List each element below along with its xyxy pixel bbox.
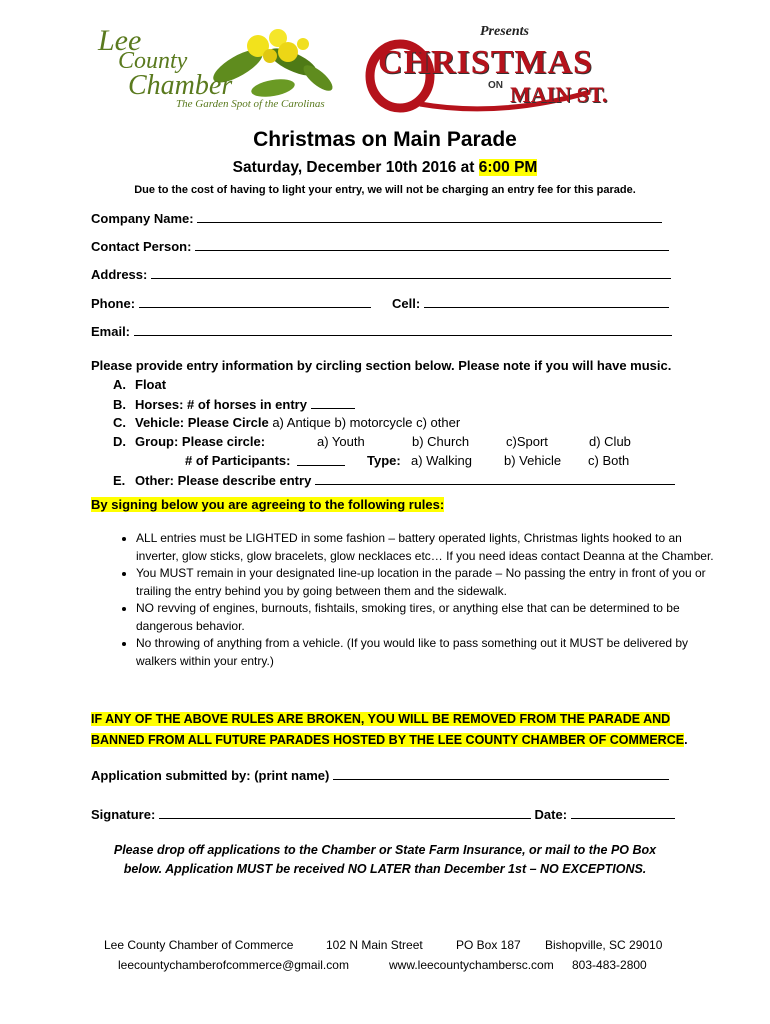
signature-label: Signature: bbox=[91, 807, 156, 822]
cell-row bbox=[392, 295, 669, 311]
footer-email[interactable]: leecountychamberofcommerce@gmail.com bbox=[118, 958, 349, 972]
entry-c-letter: C. bbox=[113, 415, 126, 430]
rule-item: • NO revving of engines, burnouts, fishtails, smoking tires, or anything else that can be determined to be dangerous behavior. bbox=[136, 600, 716, 635]
email-field[interactable] bbox=[134, 323, 672, 336]
group-option-church[interactable]: b) Church bbox=[412, 434, 470, 449]
footer-city: Bishopville, SC 29010 bbox=[545, 938, 663, 952]
print-name-field[interactable] bbox=[333, 767, 669, 780]
warning-line-2 bbox=[91, 733, 688, 747]
phone-field[interactable] bbox=[139, 295, 371, 308]
date-label: Date: bbox=[534, 807, 568, 822]
type-option-both[interactable]: c) Both bbox=[588, 453, 630, 468]
entry-e-letter: E. bbox=[113, 473, 126, 488]
christmas-word: CHRISTMAS bbox=[378, 44, 593, 81]
christmas-on: ON bbox=[488, 80, 503, 91]
signature-row bbox=[91, 806, 675, 822]
entry-d-label: Group: Please circle: bbox=[135, 434, 266, 449]
phone-row bbox=[91, 295, 371, 311]
type-option-walking[interactable]: a) Walking bbox=[411, 453, 472, 468]
chamber-logo bbox=[88, 18, 348, 118]
address-label: Address: bbox=[91, 267, 148, 282]
entry-a-letter: A. bbox=[113, 377, 126, 392]
cell-field[interactable] bbox=[424, 295, 669, 308]
chamber-name-lee: Lee bbox=[98, 24, 142, 57]
entry-c-label: Vehicle: Please Circle bbox=[135, 415, 269, 430]
submitted-by-row bbox=[91, 767, 669, 783]
chamber-name-county: County bbox=[118, 48, 188, 74]
group-option-youth[interactable]: a) Youth bbox=[317, 434, 365, 449]
entry-d[interactable] bbox=[113, 434, 673, 452]
date-field[interactable] bbox=[571, 806, 675, 819]
entry-d-details bbox=[113, 453, 673, 471]
type-label: Type: bbox=[367, 453, 401, 468]
footer-phone: 803-483-2800 bbox=[572, 958, 647, 972]
company-name-field[interactable] bbox=[197, 210, 662, 223]
entry-e-text: Other: Please describe entry bbox=[135, 473, 312, 488]
cell-label: Cell: bbox=[392, 296, 421, 311]
company-name-label: Company Name: bbox=[91, 211, 194, 226]
phone-label: Phone: bbox=[91, 296, 136, 311]
chamber-name-chamber: Chamber bbox=[128, 70, 233, 101]
entry-a[interactable] bbox=[113, 377, 166, 392]
company-name-row bbox=[91, 210, 662, 226]
warning-period: . bbox=[684, 733, 688, 747]
entry-c-options: a) Antique b) motorcycle c) other bbox=[272, 415, 461, 430]
christmas-main-st: MAIN ST. bbox=[510, 82, 608, 107]
contact-person-row bbox=[91, 238, 669, 254]
warning-text-1: IF ANY OF THE ABOVE RULES ARE BROKEN, YOU WILL BE REMOVED FROM THE PARADE AND bbox=[91, 712, 671, 726]
horses-count-field[interactable] bbox=[311, 396, 355, 409]
event-time: 6:00 PM bbox=[478, 159, 538, 176]
entry-b-text: Horses: # of horses in entry bbox=[135, 397, 307, 412]
contact-person-field[interactable] bbox=[195, 238, 669, 251]
type-option-vehicle[interactable]: b) Vehicle bbox=[504, 453, 562, 468]
participants-label: # of Participants: bbox=[185, 453, 291, 468]
address-row bbox=[91, 266, 671, 282]
footer-po-box: PO Box 187 bbox=[456, 938, 521, 952]
rule-item: • You MUST remain in your designated line-up location in the parade – No passing the entry in front of you or trailing the entry behind you by going between them and the sidewalk. bbox=[136, 565, 716, 600]
group-option-sport[interactable]: c)Sport bbox=[506, 434, 548, 449]
rules-list bbox=[92, 530, 716, 670]
warning-line-1 bbox=[91, 712, 670, 726]
rule-item: • No throwing of anything from a vehicle. (If you would like to pass something out it MUST be delivered by walkers within your entry.) bbox=[136, 635, 716, 670]
entry-b-letter: B. bbox=[113, 397, 126, 412]
dropoff-line-2: below. Application MUST be received NO LATER than December 1st – NO EXCEPTIONS. bbox=[123, 862, 647, 876]
email-row bbox=[91, 323, 672, 339]
event-date-text: Saturday, December 10th 2016 at bbox=[232, 159, 475, 176]
chamber-tagline: The Garden Spot of the Carolinas bbox=[176, 98, 325, 110]
other-entry-field[interactable] bbox=[315, 472, 675, 485]
dropoff-line-1: Please drop off applications to the Chamber or State Farm Insurance, or mail to the PO Box bbox=[113, 843, 657, 857]
rule-item: • ALL entries must be LIGHTED in some fashion – battery operated lights, Christmas lights hooked to an inverter, glow sticks, glow bracelets, glow necklaces etc… If you need ideas contact Deanna at the Chamber. bbox=[136, 530, 716, 565]
entry-d-letter: D. bbox=[113, 434, 126, 449]
entry-b[interactable] bbox=[113, 396, 355, 412]
entry-e[interactable] bbox=[113, 472, 675, 488]
group-option-club[interactable]: d) Club bbox=[589, 434, 631, 449]
contact-person-label: Contact Person: bbox=[91, 239, 192, 254]
event-date bbox=[0, 159, 770, 177]
entry-c[interactable] bbox=[113, 415, 460, 430]
email-label: Email: bbox=[91, 324, 131, 339]
rules-heading: By signing below you are agreeing to the following rules: bbox=[91, 497, 445, 512]
footer-street: 102 N Main Street bbox=[326, 938, 423, 952]
christmas-main-st-logo bbox=[360, 24, 620, 114]
presents-text: Presents bbox=[480, 24, 529, 39]
submitted-by-label: Application submitted by: (print name) bbox=[91, 768, 330, 783]
entry-a-text: Float bbox=[135, 377, 167, 392]
page-title: Christmas on Main Parade bbox=[253, 128, 517, 151]
participants-field[interactable] bbox=[297, 453, 345, 466]
warning-text-2: BANNED FROM ALL FUTURE PARADES HOSTED BY THE LEE COUNTY CHAMBER OF COMMERCE bbox=[91, 733, 685, 747]
fee-note: Due to the cost of having to light your entry, we will not be charging an entry fee for this parade. bbox=[134, 184, 636, 196]
footer-org: Lee County Chamber of Commerce bbox=[104, 938, 294, 952]
entry-intro: Please provide entry information by circling section below. Please note if you will have music. bbox=[91, 358, 672, 373]
signature-field[interactable] bbox=[159, 806, 531, 819]
footer-website[interactable]: www.leecountychambersc.com bbox=[389, 958, 554, 972]
address-field[interactable] bbox=[151, 266, 671, 279]
